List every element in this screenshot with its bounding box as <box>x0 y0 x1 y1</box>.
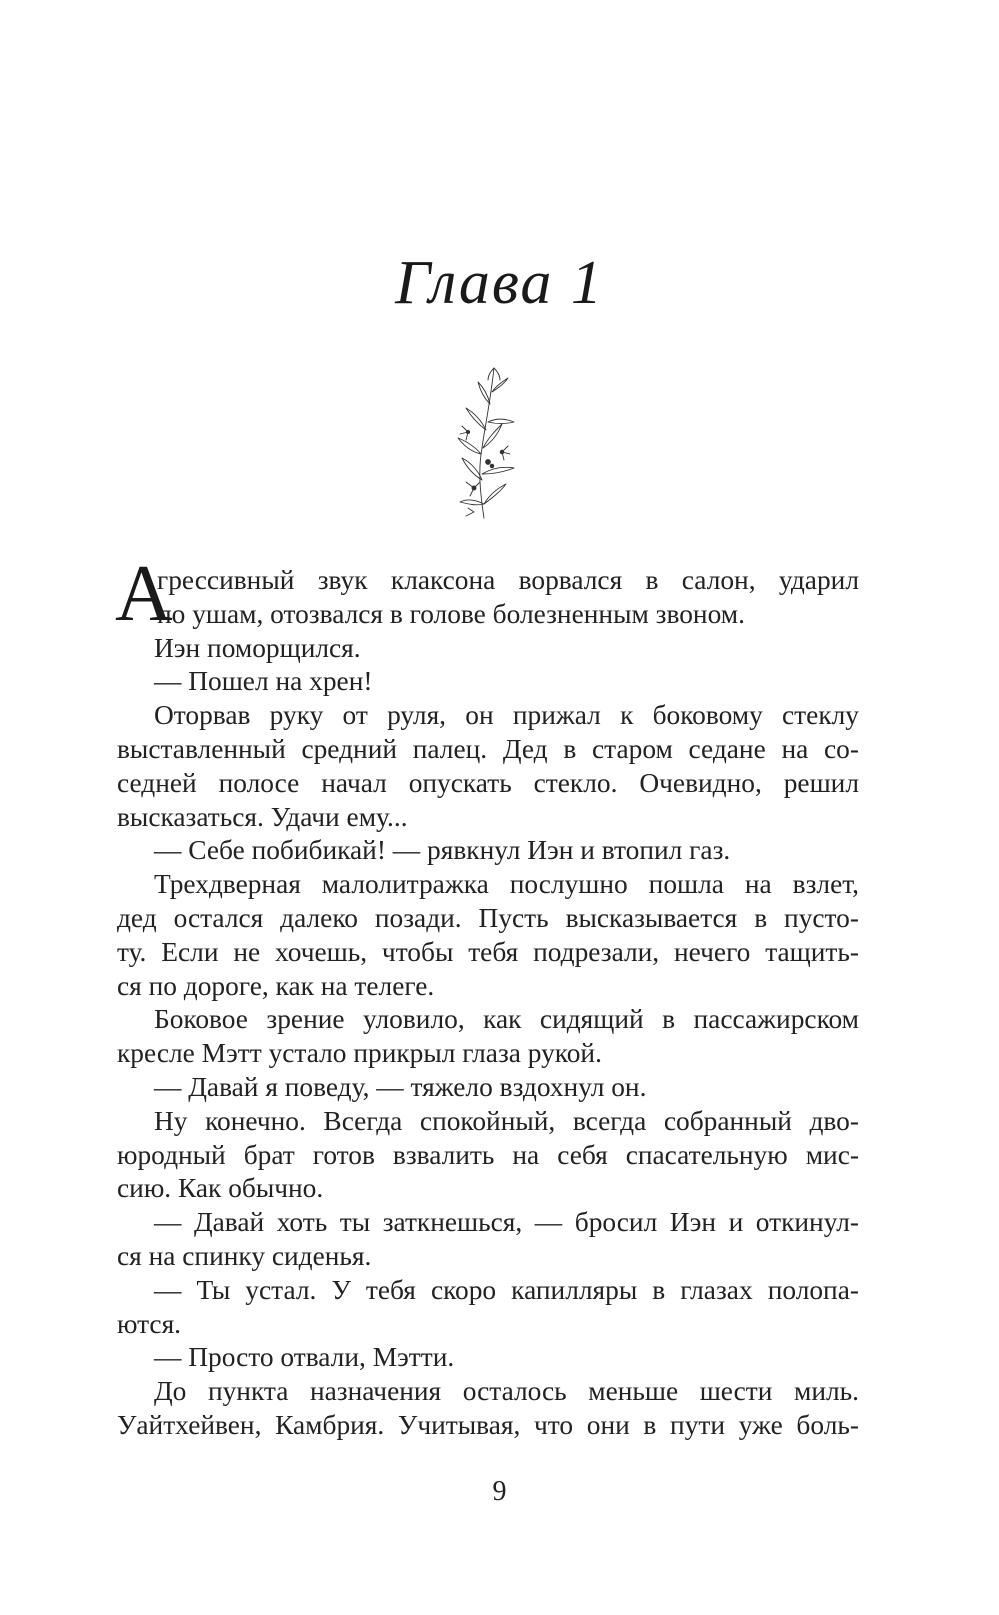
text-line: сию. Как обычно. <box>117 1173 324 1204</box>
text-line: Иэн поморщился. <box>154 632 361 663</box>
text-line: ся на спинку сиденья. <box>117 1240 372 1271</box>
text-line: — Давай хоть ты заткнешься, — бросил Иэн и откинул- <box>154 1207 859 1238</box>
drop-cap: А <box>115 550 173 638</box>
botanical-sprig-icon <box>444 362 528 522</box>
text-line: До пункта назначения осталось меньше шести миль. <box>154 1376 859 1407</box>
text-line: высказаться. Удачи ему... <box>117 801 408 832</box>
text-line: ются. <box>117 1308 182 1339</box>
text-line: — Ты устал. У тебя скоро капилляры в глазах полопа- <box>154 1274 859 1305</box>
text-line: по ушам, отозвался в голове болезненным звоном. <box>157 598 745 629</box>
text-line: — Себе побибикай! — рявкнул Иэн и втопил газ. <box>154 835 731 866</box>
text-line: дед остался далеко позади. Пусть высказывается в пусто- <box>117 902 859 933</box>
body-text <box>115 550 859 1443</box>
text-line: юродный брат готов взвалить на себя спасательную мис- <box>117 1139 859 1170</box>
text-line: ту. Если не хочешь, чтобы тебя подрезали, нечего тащить- <box>117 936 859 967</box>
text-line: седней полосе начал опускать стекло. Очевидно, решил <box>117 767 859 798</box>
text-line: Ну конечно. Всегда спокойный, всегда собранный дво- <box>154 1105 859 1136</box>
text-line: Боковое зрение уловило, как сидящий в пассажирском <box>154 1004 859 1035</box>
text-line: — Давай я поведу, — тяжело вздохнул он. <box>154 1071 647 1102</box>
text-line: Трехдверная малолитражка послушно пошла на взлет, <box>154 869 859 900</box>
page-number: 9 <box>492 1476 507 1507</box>
text-line: грессивный звук клаксона ворвался в салон, ударил <box>157 565 859 595</box>
text-line: Уайтхейвен, Камбрия. Учитывая, что они в пути уже боль- <box>117 1409 859 1440</box>
text-line: кресле Мэтт устало прикрыл глаза рукой. <box>117 1038 602 1069</box>
text-line: выставленный средний палец. Дед в старом седане на со- <box>117 733 859 764</box>
text-line: — Пошел на хрен! <box>154 666 373 697</box>
text-line: ся по дороге, как на телеге. <box>117 970 435 1001</box>
text-line: Оторвав руку от руля, он прижал к боковому стеклу <box>154 700 859 731</box>
chapter-title: Глава 1 <box>395 249 604 317</box>
text-line: — Просто отвали, Мэтти. <box>154 1342 455 1373</box>
